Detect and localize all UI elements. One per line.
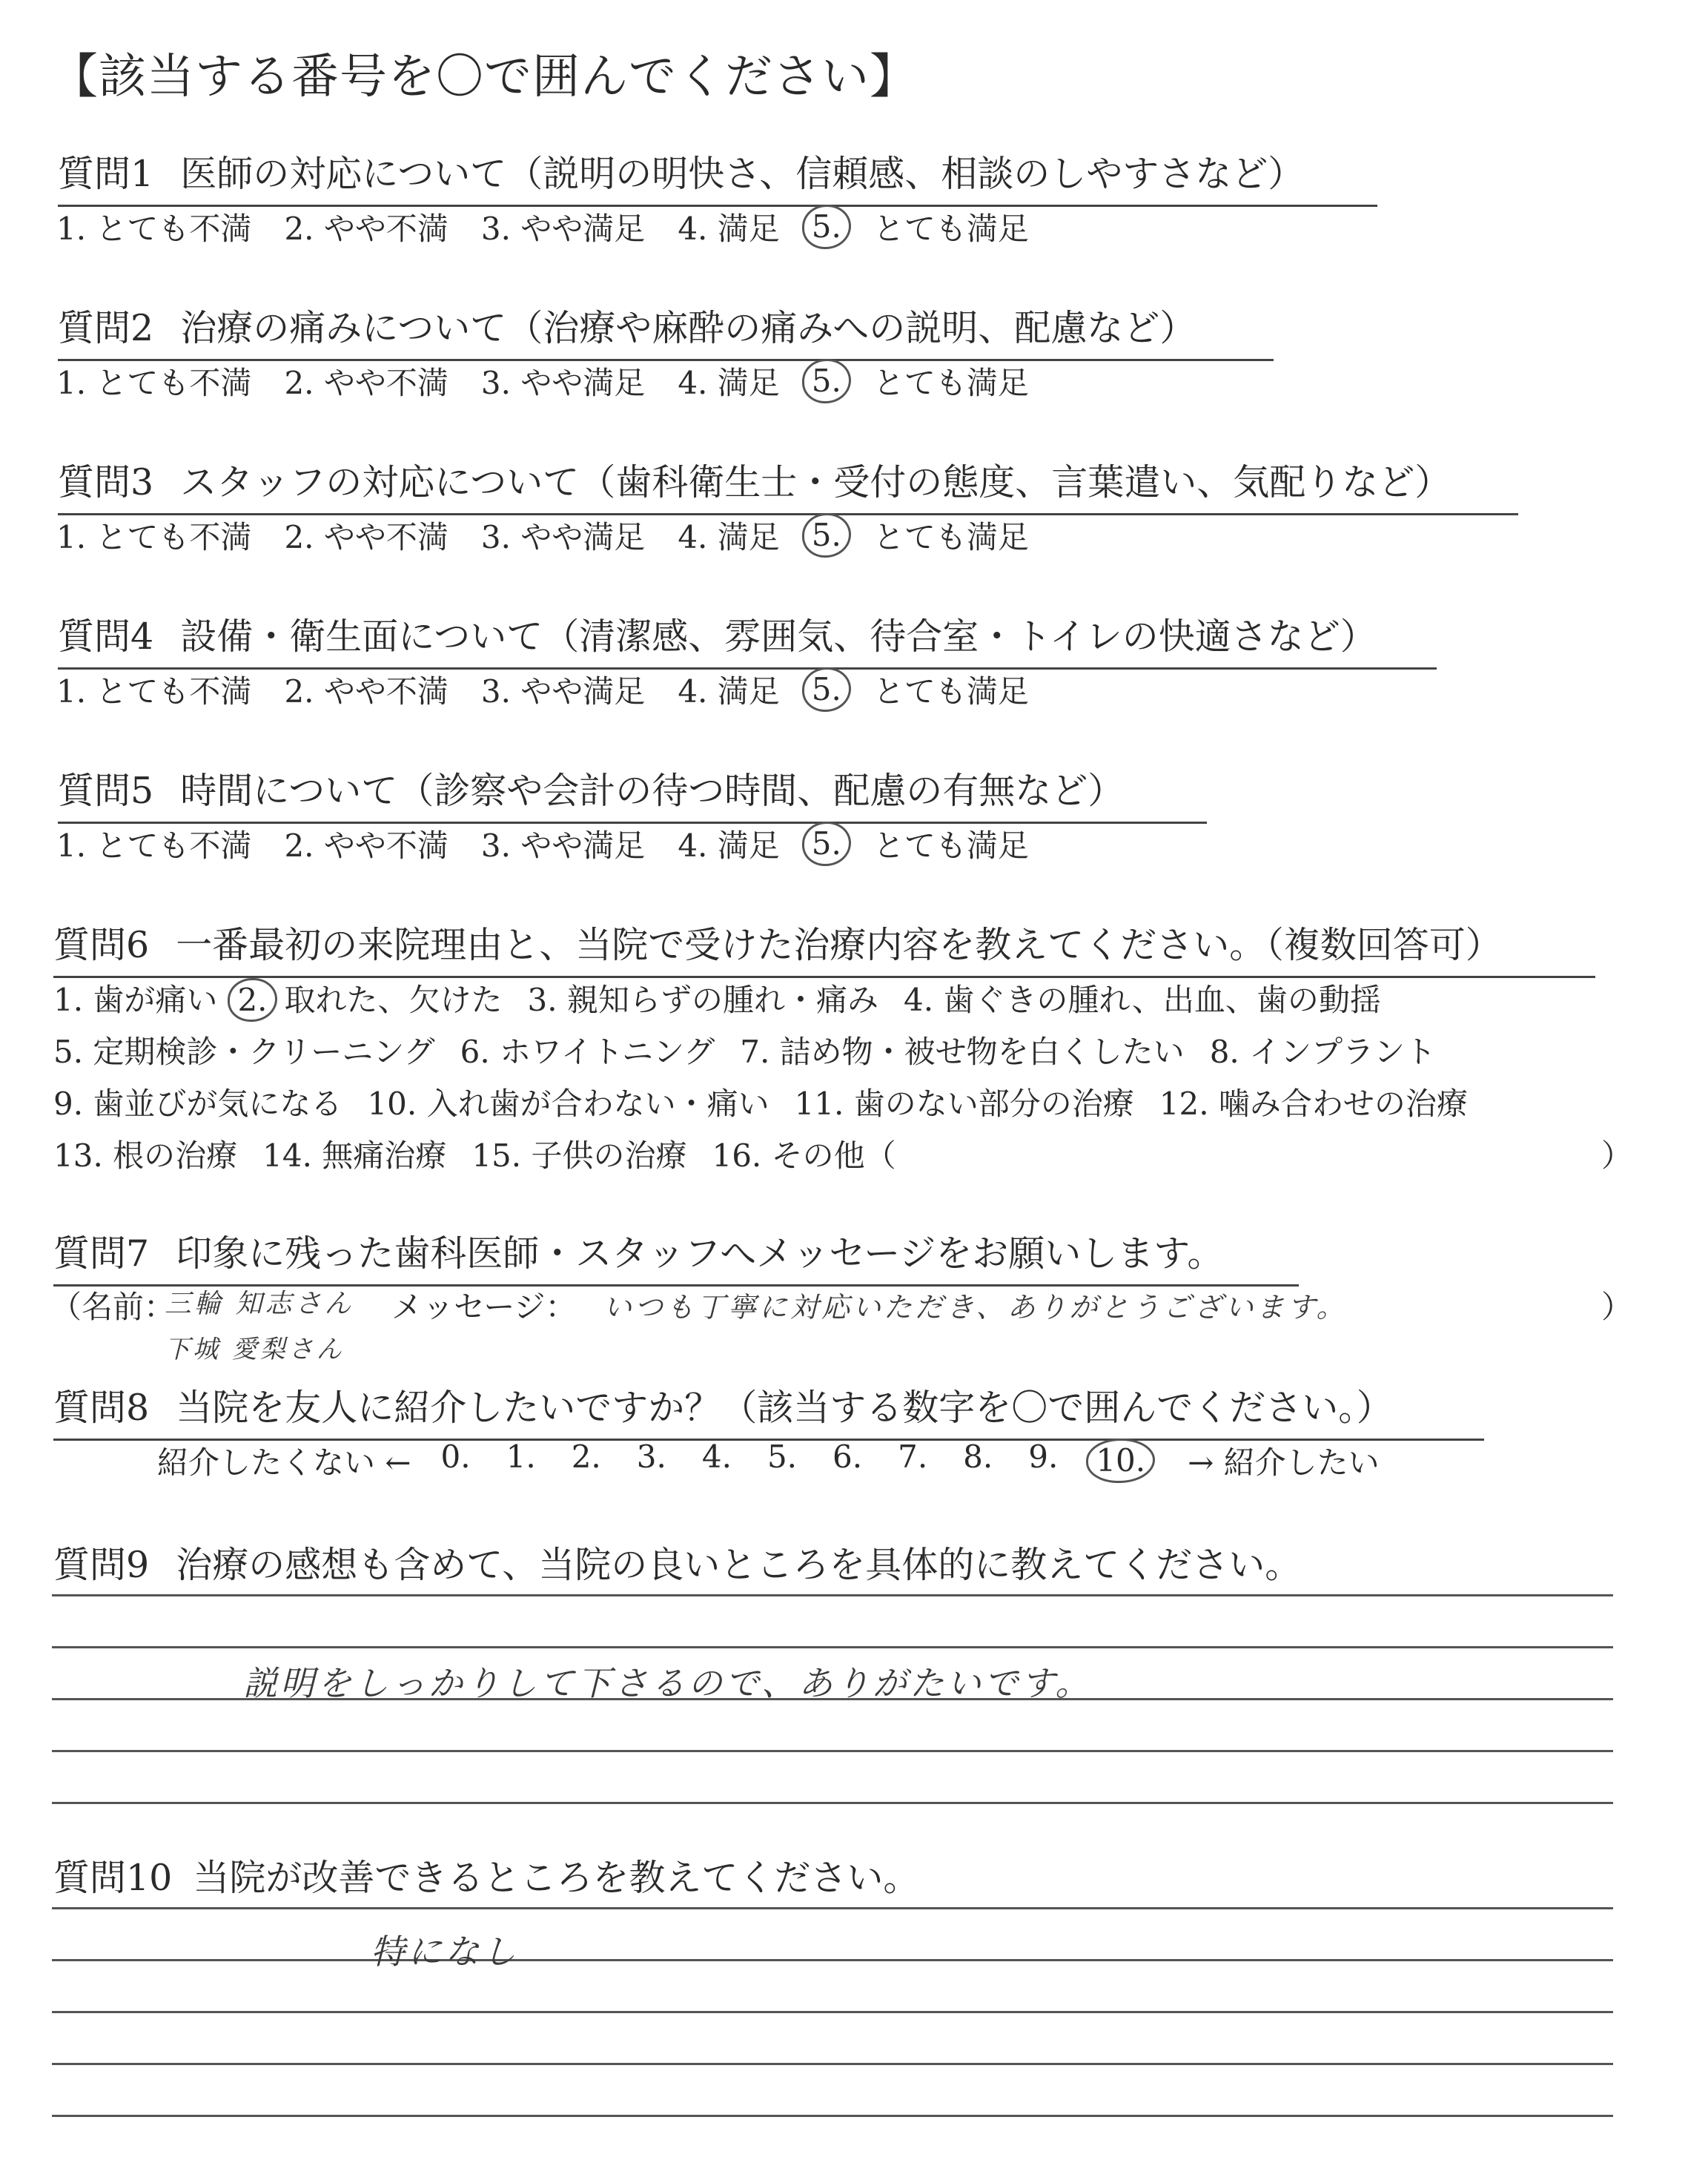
question-number: 質問10	[53, 1857, 173, 1899]
reason-option-15[interactable]: 15. 子供の治療	[471, 1137, 687, 1174]
question-number: 質問2	[58, 307, 154, 349]
question-number: 質問1	[58, 153, 154, 195]
reason-option-7[interactable]: 7. 詰め物・被せ物を白くしたい	[740, 1034, 1185, 1070]
question-text: スタッフの対応について（歯科衛生士・受付の態度、言葉遣い、気配りなど）	[180, 461, 1452, 503]
reason-option-10[interactable]: 10. 入れ歯が合わない・痛い	[367, 1086, 769, 1122]
reason-option-14[interactable]: 14. 無痛治療	[262, 1137, 447, 1174]
reason-option-16[interactable]: 16. その他（	[712, 1137, 896, 1174]
question-number: 質問5	[58, 770, 154, 812]
option-3[interactable]: 3. やや満足	[480, 519, 646, 555]
reason-row-3	[53, 1080, 1493, 1124]
scale-0[interactable]: 0.	[440, 1439, 471, 1475]
option-3[interactable]: 3. やや満足	[480, 211, 646, 247]
question-number: 質問8	[53, 1387, 150, 1429]
question-text: 時間について（診察や会計の待つ時間、配慮の有無など）	[180, 770, 1125, 812]
question-text: 設備・衛生面について（清潔感、雰囲気、待合室・トイレの快適さなど）	[180, 615, 1377, 658]
question-6-title	[53, 916, 1595, 978]
option-4[interactable]: 4. 満足	[678, 211, 780, 247]
question-text: 当院が改善できるところを教えてください。	[193, 1857, 920, 1899]
scale-left-label: 紹介したくない ←	[157, 1444, 411, 1481]
option-2[interactable]: 2. やや不満	[284, 365, 448, 401]
question-text: 治療の痛みについて（治療や麻酔の痛みへの説明、配慮など）	[180, 307, 1196, 349]
answer-line	[52, 1959, 1613, 1961]
option-3[interactable]: 3. やや満足	[480, 365, 646, 401]
question-5-options	[56, 822, 1029, 866]
question-10-title	[53, 1849, 919, 1901]
recommend-scale	[157, 1439, 1380, 1483]
question-2-title	[58, 300, 1274, 361]
reason-option-2-circled[interactable]: 2.	[228, 978, 277, 1022]
scale-8[interactable]: 8.	[963, 1439, 993, 1475]
option-1[interactable]: 1. とても不満	[56, 211, 252, 247]
option-5-circled[interactable]: 5.	[802, 513, 851, 558]
reason-row-1	[53, 976, 1406, 1020]
question-3-title	[58, 454, 1518, 515]
question-text: 印象に残った歯科医師・スタッフへメッセージをお願いします。	[176, 1232, 1224, 1275]
scale-6[interactable]: 6.	[833, 1439, 863, 1475]
answer-line	[52, 1646, 1613, 1648]
option-5-circled[interactable]: 5.	[802, 205, 851, 249]
answer-line	[52, 2063, 1613, 2065]
reason-option-6[interactable]: 6. ホワイトニング	[460, 1034, 715, 1070]
scale-10-circled[interactable]: 10.	[1086, 1439, 1155, 1483]
option-5-label: とても満足	[873, 519, 1029, 555]
question-number: 質問4	[58, 615, 154, 658]
option-4[interactable]: 4. 満足	[678, 828, 780, 864]
option-3[interactable]: 3. やや満足	[480, 673, 646, 710]
question-4-title	[58, 608, 1437, 670]
message-label: メッセージ：	[391, 1289, 577, 1325]
reason-option-8[interactable]: 8. インプラント	[1209, 1034, 1437, 1070]
handwritten-name-1: 三輪 知志さん	[165, 1289, 354, 1319]
option-2[interactable]: 2. やや不満	[284, 673, 448, 710]
scale-1[interactable]: 1.	[506, 1439, 536, 1475]
question-7-title	[53, 1225, 1299, 1287]
reason-option-9[interactable]: 9. 歯並びが気になる	[53, 1086, 342, 1122]
scale-9[interactable]: 9.	[1028, 1439, 1059, 1475]
name-label: （名前：	[50, 1289, 176, 1325]
question-3-options	[56, 513, 1029, 558]
scale-4[interactable]: 4.	[701, 1439, 732, 1475]
scale-right-label: → 紹介したい	[1188, 1444, 1380, 1481]
question-text: 医師の対応について（説明の明快さ、信頼感、相談のしやすさなど）	[180, 153, 1305, 195]
question-number: 質問7	[53, 1232, 150, 1275]
option-2[interactable]: 2. やや不満	[284, 828, 448, 864]
reason-option-2-label: 取れた、欠けた	[284, 982, 503, 1018]
option-1[interactable]: 1. とても不満	[56, 673, 252, 710]
question-1-options	[56, 205, 1029, 249]
option-5-circled[interactable]: 5.	[802, 822, 851, 866]
question-9-title	[53, 1536, 1301, 1588]
option-1[interactable]: 1. とても不満	[56, 365, 252, 401]
option-4[interactable]: 4. 満足	[678, 365, 780, 401]
question-8-title	[53, 1379, 1484, 1441]
other-close-paren: ）	[1601, 1137, 1633, 1174]
option-2[interactable]: 2. やや不満	[284, 211, 448, 247]
question-number: 質問3	[58, 461, 154, 503]
option-1[interactable]: 1. とても不満	[56, 828, 252, 864]
question-1-title	[58, 145, 1377, 207]
scale-2[interactable]: 2.	[571, 1439, 601, 1475]
question-number: 質問9	[53, 1544, 150, 1586]
question-2-options	[56, 359, 1029, 403]
question-5-title	[58, 762, 1207, 824]
option-4[interactable]: 4. 満足	[678, 519, 780, 555]
option-1[interactable]: 1. とても不満	[56, 519, 252, 555]
option-3[interactable]: 3. やや満足	[480, 828, 646, 864]
question-number: 質問6	[53, 924, 150, 966]
reason-option-13[interactable]: 13. 根の治療	[53, 1137, 238, 1174]
option-5-label: とても満足	[873, 211, 1029, 247]
handwritten-name-2: 下城 愛梨さん	[165, 1335, 345, 1364]
option-5-label: とても満足	[873, 828, 1029, 864]
option-5-circled[interactable]: 5.	[802, 667, 851, 712]
form-header: 【該当する番号を〇で囲んでください】	[50, 50, 918, 105]
answer-line	[52, 1750, 1613, 1752]
answer-line	[52, 1802, 1613, 1804]
option-5-label: とても満足	[873, 673, 1029, 710]
answer-line	[52, 2011, 1613, 2013]
question-text: 一番最初の来院理由と、当院で受けた治療内容を教えてください。（複数回答可）	[176, 924, 1502, 966]
reason-row-2	[53, 1028, 1461, 1072]
reason-option-4[interactable]: 4. 歯ぐきの腫れ、出血、歯の動揺	[903, 982, 1381, 1018]
option-2[interactable]: 2. やや不満	[284, 519, 448, 555]
answer-line	[52, 1907, 1613, 1909]
handwritten-answer-q9: 説明をしっかりして下さるので、ありがたいです。	[243, 1663, 1093, 1703]
reason-option-5[interactable]: 5. 定期検診・クリーニング	[53, 1034, 435, 1070]
reason-option-1[interactable]: 1. 歯が痛い	[53, 982, 218, 1018]
reason-option-11[interactable]: 11. 歯のない部分の治療	[794, 1086, 1134, 1122]
handwritten-message: いつも丁寧に対応いただき、ありがとうございます。	[603, 1291, 1348, 1324]
message-close-paren: ）	[1601, 1289, 1633, 1325]
scale-3[interactable]: 3.	[636, 1439, 666, 1475]
answer-line	[52, 2115, 1613, 2117]
question-text: 当院を友人に紹介したいですか？（該当する数字を〇で囲んでください。）	[176, 1387, 1393, 1429]
handwritten-answer-q10: 特になし	[371, 1932, 519, 1972]
question-text: 治療の感想も含めて、当院の良いところを具体的に教えてください。	[176, 1544, 1302, 1586]
option-4[interactable]: 4. 満足	[678, 673, 780, 710]
option-5-circled[interactable]: 5.	[802, 359, 851, 403]
reason-option-12[interactable]: 12. 噛み合わせの治療	[1159, 1086, 1468, 1122]
scale-7[interactable]: 7.	[898, 1439, 928, 1475]
answer-line	[52, 1594, 1613, 1596]
question-4-options	[56, 667, 1029, 712]
option-5-label: とても満足	[873, 365, 1029, 401]
reason-row-4	[53, 1132, 1618, 1176]
reason-option-3[interactable]: 3. 親知らずの腫れ・痛み	[527, 982, 878, 1018]
scale-5[interactable]: 5.	[767, 1439, 798, 1475]
